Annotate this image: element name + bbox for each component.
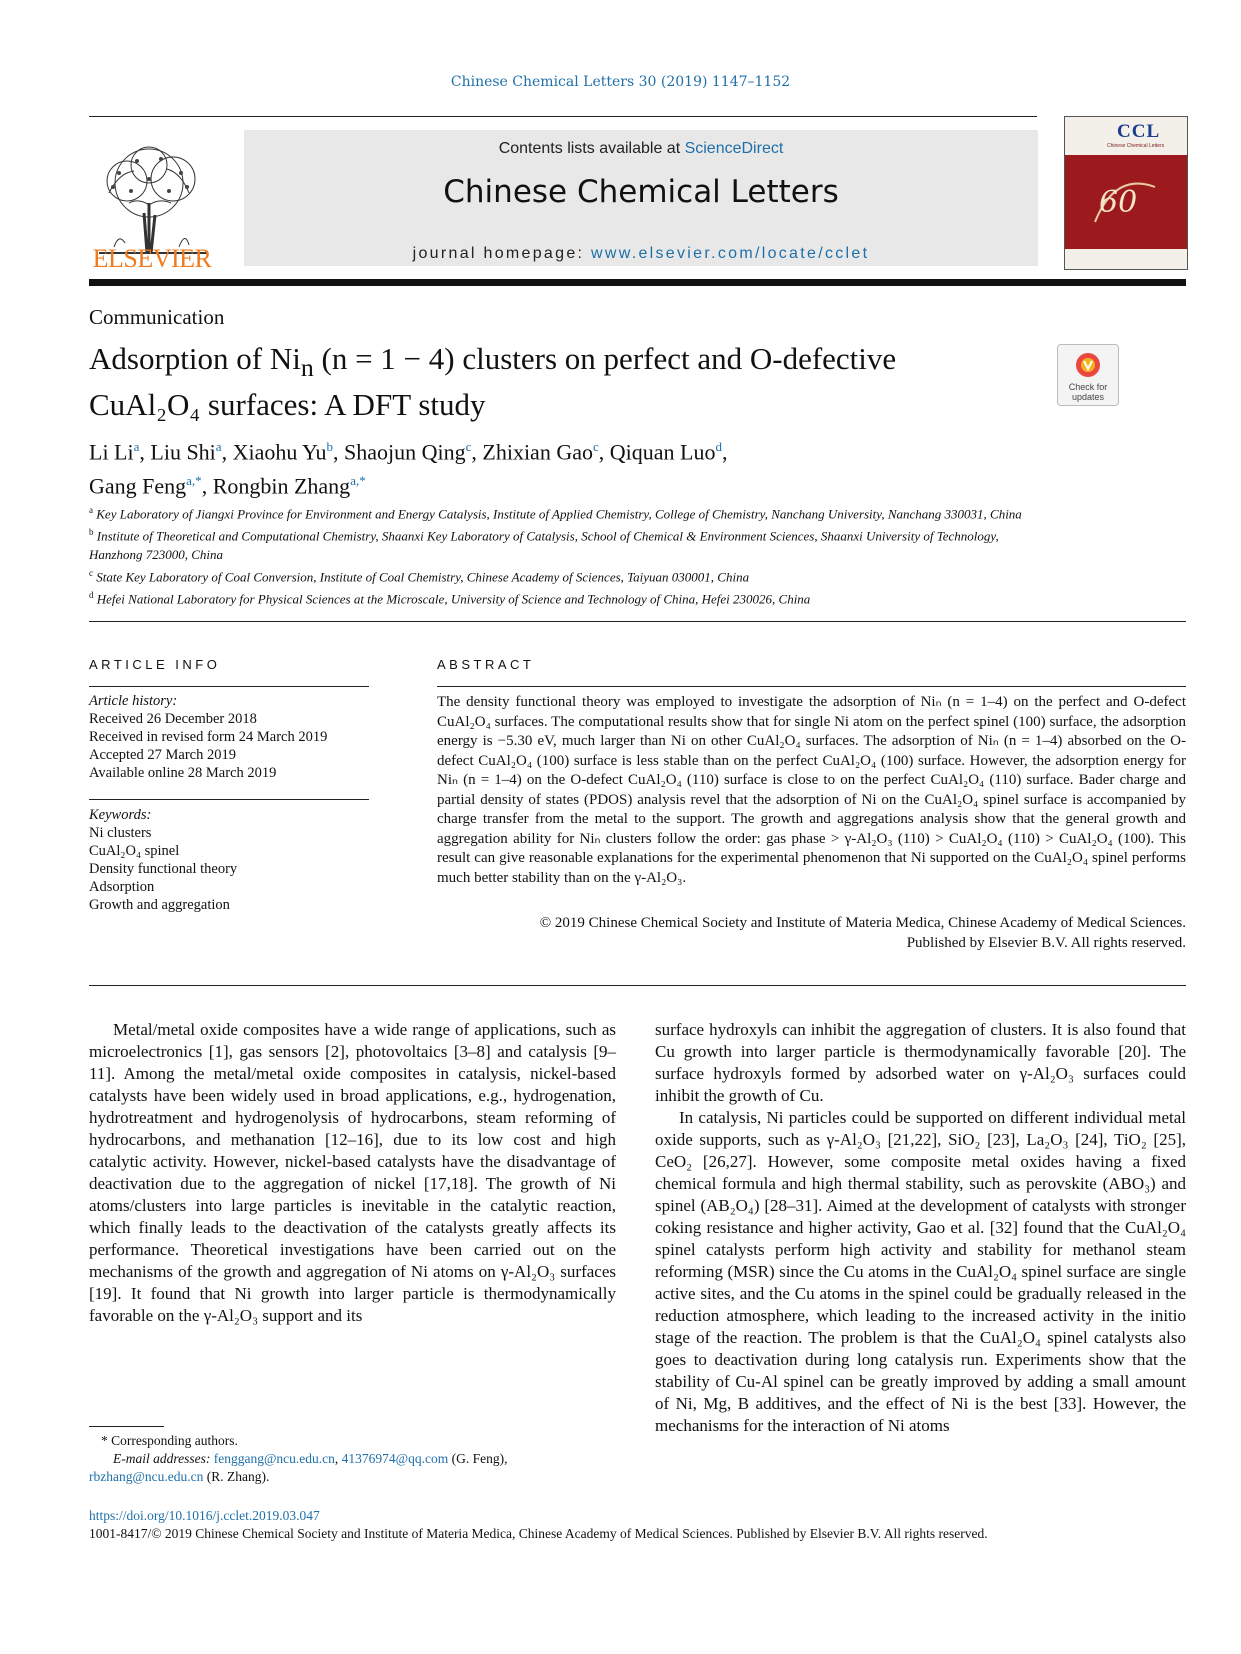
title-subscript: n: [300, 353, 314, 383]
cover-emblem-icon: [1085, 167, 1165, 237]
article-info-rule: [89, 686, 369, 687]
affiliation-text: State Key Laboratory of Coal Conversion, Institute of Coal Chemistry, Chinese Academy of Sciences, Taiyuan 030001, China: [96, 568, 750, 584]
abstract-rule: [437, 686, 1186, 687]
body-rule: [89, 985, 1186, 986]
article-info-heading: ARTICLE INFO: [89, 657, 221, 672]
author-name[interactable]: Liu Shi: [150, 439, 216, 465]
issn-copyright: 1001-8417/© 2019 Chinese Chemical Society and Institute of Materia Medica, Chinese Academy of Medical Sciences. Published by Elsevier B.V. All rights reserved.: [89, 1526, 988, 1541]
author-separator: ,: [201, 473, 213, 499]
journal-cover-thumbnail[interactable]: [1064, 116, 1188, 270]
affiliation-key: d: [89, 589, 94, 600]
corresponding-label: Corresponding authors.: [111, 1433, 238, 1448]
author-separator: ,: [471, 439, 483, 465]
author-affiliation[interactable]: c: [465, 439, 472, 454]
author-affiliation[interactable]: a,*: [350, 473, 366, 489]
affiliation-item: [89, 523, 1049, 563]
affiliation-text: Institute of Theoretical and Computational Chemistry, Shaanxi Key Laboratory of Catalysis, School of Chemical & Environment Sciences, Shaanxi University of Technology, Hanzhong 723000, China: [89, 528, 999, 562]
title-part: (n = 1 − 4) clusters on perfect and O-defective: [313, 341, 897, 376]
article-history: [89, 692, 369, 782]
author-name[interactable]: Qiquan Luo: [609, 439, 716, 465]
keyword-item: Growth and aggregation: [89, 897, 230, 913]
journal-homepage-line: [244, 245, 1038, 263]
body-column-right: [655, 1019, 1186, 1437]
cover-title: CCL: [1117, 121, 1161, 142]
footnote-line: [89, 1432, 616, 1450]
author-affiliation[interactable]: a,*: [186, 473, 202, 489]
body-paragraph: In catalysis, Ni particles could be supported on different individual metal oxide supports, such as γ-Al₂O₃ [21,22], SiO₂ [23], La₂O₃ [24], TiO₂ [25], CeO₂ [26,27]. However, some composite metal oxides having a fixed chemical formula and high thermal stability, such as perovskite (ABO₃) and spinel (AB₂O₄) [28–31]. Aimed at the development of catalysts with stronger coking resistance and higher activity, Gao et al. [32] found that the CuAl₂O₄ spinel catalysts perform high activity and stability for methanol steam reforming (MSR) since the Cu atoms in the CuAl₂O₄ spinel surface are single active sites, and the Cu atoms in the spinel could be gradually released in the reduction atmosphere, which leading to the increased activity in the initio stage of the reaction. The problem is that the CuAl₂O₄ spinel catalysts also goes to deactivation during long catalysis run. Experiments show that the stability of Cu-Al spinel can be greatly improved by adding a small amount of Ni, Mg, B additives, and the effect of Ni is the best [33]. However, the mechanisms for the interaction of Ni atoms: [655, 1108, 1186, 1435]
abstract-text: The density functional theory was employed to investigate the adsorption of Niₙ (n = 1–4) on the perfect and O-defect CuAl₂O₄ surfaces. The computational results show that for single Ni atom on the perfect spinel (100) surface, the adsorption energy is −5.30 eV, much larger than Ni on other CuAl₂O₄ surfaces. The adsorption of Niₙ (n = 1–4) absorbed on the O-defect CuAl₂O₄ (100) surface is less stable than on the perfect CuAl₂O₄ (100) surface. However, the adsorption energy for Niₙ (n = 1–4) on the O-defect CuAl₂O₄ (110) surface is close to on the perfect CuAl₂O₄ (110) surface. Bader charge and partial density of states (PDOS) analysis revel that the adsorption of Ni on the CuAl₂O₄ spinel surface is accompanied by charge transfer from the metal to the support. The growth and aggregations analysis show that the general growth and aggregation ability for Niₙ clusters follow the order: gas phase > γ-Al₂O₃ (110) > CuAl₂O₄ (110) > CuAl₂O₄ (100). This result can give reasonable explanations for the experimental phenomenon that Ni supported on the CuAl₂O₄ spinel performs much better stability than on the γ-Al₂O₃.: [437, 694, 1186, 886]
history-label: Article history:: [89, 693, 178, 709]
author-affiliation[interactable]: b: [326, 439, 333, 454]
keyword-item: Ni clusters: [89, 825, 152, 841]
author-separator: ,: [332, 439, 344, 465]
email-link[interactable]: 41376974@qq.com: [341, 1451, 449, 1466]
journal-name: Chinese Chemical Letters: [443, 174, 839, 210]
author-list: [89, 432, 1049, 501]
copyright-line: © 2019 Chinese Chemical Society and Institute of Materia Medica, Chinese Academy of Medical Sciences.: [539, 915, 1186, 931]
author-name[interactable]: Shaojun Qing: [343, 439, 466, 465]
abstract-copyright: [437, 913, 1186, 953]
crossmark-icon: [1074, 351, 1102, 379]
copyright-line: Published by Elsevier B.V. All rights reserved.: [906, 935, 1186, 951]
keywords-label: Keywords:: [89, 807, 152, 823]
author-name[interactable]: Xiaohu Yu: [232, 439, 327, 465]
author-affiliation[interactable]: c: [592, 439, 599, 454]
check-for-updates-badge[interactable]: [1057, 344, 1119, 406]
cover-footer-band: [1065, 249, 1187, 269]
author-separator: ,: [721, 439, 728, 465]
history-item: Available online 28 March 2019: [89, 765, 277, 781]
title-part: Adsorption of Ni: [89, 341, 301, 376]
author-name[interactable]: Li Li: [89, 439, 134, 465]
footnote-line: E-mail addresses: fenggang@ncu.edu.cn, 41376974@qq.com (G. Feng),: [113, 1451, 508, 1466]
email-link[interactable]: fenggang@ncu.edu.cn: [213, 1451, 335, 1466]
corresponding-author-footnote: [89, 1432, 616, 1486]
body-column-left: [89, 1019, 616, 1327]
history-item: Accepted 27 March 2019: [89, 747, 236, 763]
author-separator: ,: [221, 439, 233, 465]
header-top-rule: [89, 116, 1037, 117]
body-paragraph: Metal/metal oxide composites have a wide range of applications, such as microelectronics [1], gas sensors [2], photovoltaics [3–8] and catalysis [9–11]. Among the metal/metal oxide composites in catalysis, nickel-based catalysts have been widely used in broad applications, e.g., hydrogenation, hydrotreatment and hydrogenolysis of hydrocarbons, steam reforming of hydrocarbons, and methanation [12–16], due to its low cost and high catalytic activity. However, nickel-based catalysts have the disadvantage of deactivation due to the aggregation of nickel [17,18]. The growth of Ni atoms/clusters into large particles is inevitable in the catalytic reaction, which finally leads to the deactivation of the catalysts greatly affects its performance. Theoretical investigations have been carried out on the mechanisms of the growth and aggregation of Ni atoms on γ-Al₂O₃ surfaces [19]. It found that Ni growth into larger particle is thermodynamically favorable on the γ-Al₂O₃ support and its: [89, 1020, 616, 1325]
affiliation-text: Hefei National Laboratory for Physical Sciences at the Microscale, University of Science and Technology of China, Hefei 230026, China: [96, 591, 811, 607]
keyword-item: Density functional theory: [89, 861, 238, 877]
footnote-rule: [89, 1426, 164, 1427]
author-affiliation[interactable]: a: [215, 439, 222, 454]
article-title: [89, 340, 1039, 423]
affiliation-list: [89, 501, 1049, 608]
email-label: E-mail addresses:: [113, 1451, 214, 1466]
journal-citation-link[interactable]: Chinese Chemical Letters 30 (2019) 1147–1152: [450, 74, 791, 90]
article-type: Communication: [89, 305, 225, 329]
email-owner: (R. Zhang).: [203, 1469, 270, 1484]
check-for-updates-label: Check for updates: [1068, 382, 1108, 402]
affiliation-key: a: [89, 505, 93, 515]
email-owner: (G. Feng),: [448, 1451, 508, 1466]
affiliation-key: c: [89, 567, 93, 578]
title-part: CuAl₂O₄ surfaces: A DFT study: [89, 387, 486, 423]
author-name[interactable]: Gang Feng: [89, 473, 187, 499]
author-separator: ,: [139, 439, 151, 465]
author-separator: ,: [598, 439, 610, 465]
elsevier-wordmark: ELSEVIER: [92, 244, 212, 273]
asterisk-mark: *: [101, 1433, 108, 1448]
header-thick-rule: [89, 279, 1186, 286]
affiliation-key: b: [89, 527, 94, 538]
doi-link[interactable]: https://doi.org/10.1016/j.cclet.2019.03.047: [89, 1508, 320, 1523]
svg-text:60: 60: [1099, 185, 1138, 220]
keywords-list: [89, 806, 369, 914]
keyword-item: CuAl₂O₄ spinel: [89, 843, 180, 859]
affiliation-item: [89, 586, 1049, 608]
affiliation-item: [89, 501, 1049, 523]
abstract-heading: ABSTRACT: [437, 657, 535, 672]
email-link[interactable]: rbzhang@ncu.edu.cn: [89, 1469, 204, 1484]
affiliation-text: Key Laboratory of Jiangxi Province for Environment and Energy Catalysis, Institute of Applied Chemistry, College of Chemistry, Nanchang University, Nanchang 330031, China: [96, 506, 1022, 522]
author-affiliation[interactable]: d: [715, 439, 722, 454]
keywords-rule: [89, 799, 369, 800]
history-item: Received in revised form 24 March 2019: [89, 729, 328, 745]
author-affiliation[interactable]: a: [133, 439, 140, 454]
homepage-prefix: journal homepage:: [412, 245, 592, 262]
affiliation-item: [89, 564, 1049, 586]
contents-available-line: [244, 140, 1038, 158]
journal-banner: [244, 130, 1038, 266]
homepage-link[interactable]: www.elsevier.com/locate/cclet: [591, 245, 870, 262]
contents-prefix: Contents lists available at: [498, 140, 685, 157]
footnote-line: [89, 1468, 616, 1486]
sciencedirect-link[interactable]: ScienceDirect: [684, 140, 784, 157]
section-rule: [89, 621, 1186, 622]
author-name[interactable]: Rongbin Zhang: [212, 473, 351, 499]
body-paragraph: surface hydroxyls can inhibit the aggregation of clusters. It is also found that Cu growth into larger particle is thermodynamically favorable [20]. The surface hydroxyls formed by adsorbed water on γ-Al₂O₃ surfaces could inhibit the growth of Cu.: [655, 1020, 1186, 1105]
history-item: Received 26 December 2018: [89, 711, 257, 727]
cover-subtitle: Chinese Chemical Letters: [1107, 143, 1165, 149]
author-name[interactable]: Zhixian Gao: [482, 439, 593, 465]
keyword-item: Adsorption: [89, 879, 155, 895]
